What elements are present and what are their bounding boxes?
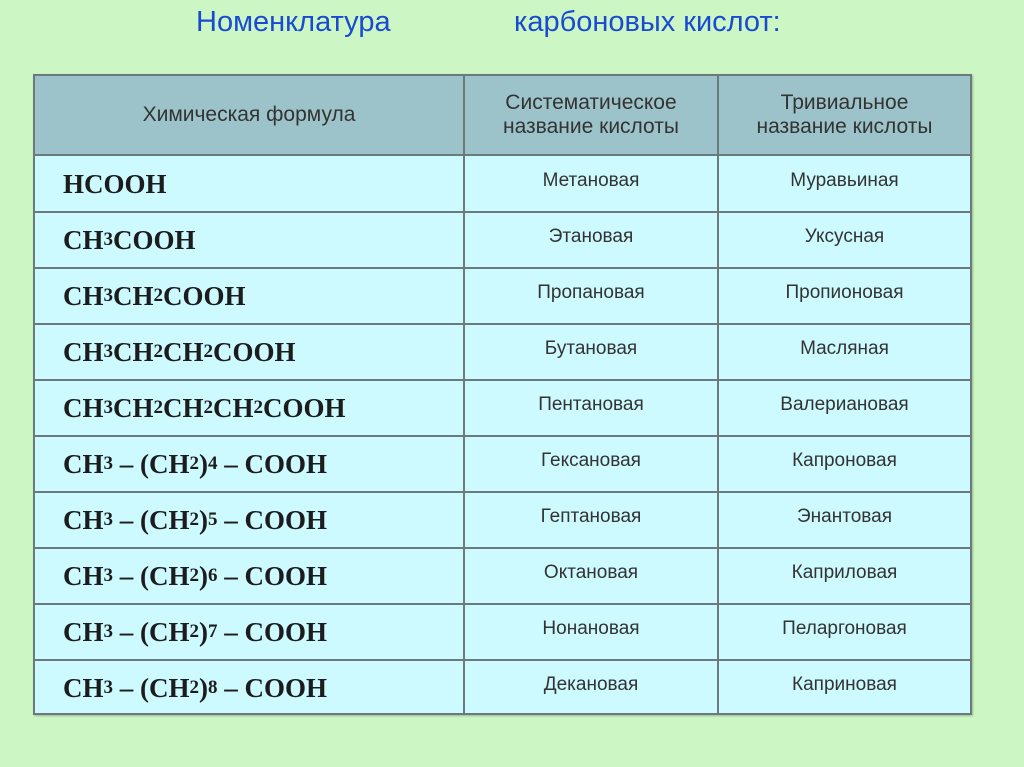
trivial-name-cell: Каприловая: [791, 562, 898, 583]
formula-cell: CH 3 CH 2 CH 2 COOH: [63, 336, 296, 367]
systematic-name-cell: Октановая: [543, 562, 639, 583]
header-formula-label: Химическая формула: [142, 103, 356, 126]
formula-text: CH: [63, 448, 104, 479]
formula-text: ): [199, 560, 208, 591]
systematic-name-cell: Этановая: [548, 226, 634, 247]
title-word-nomenclature: Номенклатура: [196, 6, 391, 38]
header-formula: [35, 76, 463, 154]
table-header: [35, 76, 970, 156]
formula-text: COOH: [163, 280, 246, 311]
formula-cell: CH 3 COOH: [63, 224, 196, 255]
formula-cell: CH 3 CH 2 COOH: [63, 280, 246, 311]
formula-text: – COOH: [217, 616, 328, 647]
trivial-name-cell: Энантовая: [797, 506, 892, 527]
trivial-name-cell: Муравьиная: [790, 170, 899, 191]
table-row: [35, 380, 970, 436]
table-row: [35, 492, 970, 548]
systematic-name-cell: Декановая: [543, 674, 639, 695]
formula-text: CH: [63, 672, 104, 703]
header-systematic-line1: Систематическое: [505, 91, 677, 114]
formula-text: – (CH: [113, 448, 190, 479]
table-row: [35, 548, 970, 604]
table-row: [35, 436, 970, 492]
trivial-name-cell: Капроновая: [792, 450, 897, 471]
formula-text: CH: [113, 336, 154, 367]
formula-text: – COOH: [217, 448, 328, 479]
systematic-name-cell: Бутановая: [544, 338, 638, 359]
systematic-name-cell: Пропановая: [537, 282, 645, 303]
trivial-name-cell: Масляная: [800, 338, 889, 359]
formula-text: COOH: [113, 224, 196, 255]
formula-cell: CH 3 – (CH 2 ) 4 – COOH: [63, 448, 328, 479]
formula-text: CH: [163, 336, 204, 367]
table-row: [35, 660, 970, 716]
formula-text: HCOOH: [63, 168, 167, 199]
formula-text: CH: [63, 336, 104, 367]
systematic-name-cell: Пентановая: [538, 394, 644, 415]
trivial-name-cell: Уксусная: [804, 226, 885, 247]
formula-cell: [63, 156, 167, 212]
formula-text: ): [199, 448, 208, 479]
formula-text: CH: [63, 224, 104, 255]
slide-title: [0, 4, 1024, 44]
table-row: [35, 156, 970, 212]
trivial-name-cell: Пропионовая: [785, 282, 904, 303]
formula-text: COOH: [263, 392, 346, 423]
formula-text: – COOH: [217, 560, 328, 591]
formula-text: ): [199, 616, 208, 647]
formula-text: CH: [63, 392, 104, 423]
formula-text: – (CH: [113, 560, 190, 591]
systematic-name-cell: Метановая: [542, 170, 640, 191]
formula-text: CH: [63, 616, 104, 647]
table-row: [35, 268, 970, 324]
column-divider: [717, 76, 719, 713]
formula-cell: CH 3 – (CH 2 ) 6 – COOH: [63, 560, 328, 591]
formula-cell: CH 3 – (CH 2 ) 5 – COOH: [63, 504, 328, 535]
nomenclature-table: [33, 74, 972, 715]
formula-text: – (CH: [113, 504, 190, 535]
header-systematic-line2: название кислоты: [503, 115, 679, 138]
formula-text: CH: [113, 392, 154, 423]
formula-text: ): [199, 672, 208, 703]
formula-text: CH: [63, 504, 104, 535]
title-word-carboxylic-acids: карбоновых кислот:: [514, 6, 781, 38]
formula-text: ): [199, 504, 208, 535]
formula-text: – (CH: [113, 616, 190, 647]
formula-cell: CH 3 CH 2 CH 2 CH 2 COOH: [63, 392, 346, 423]
systematic-name-cell: Нонановая: [542, 618, 640, 639]
formula-text: CH: [213, 392, 254, 423]
formula-cell: CH 3 – (CH 2 ) 8 – COOH: [63, 672, 328, 703]
header-systematic: [465, 76, 717, 154]
formula-cell: CH 3 – (CH 2 ) 7 – COOH: [63, 616, 328, 647]
table-row: [35, 212, 970, 268]
systematic-name-cell: Гексановая: [541, 450, 641, 471]
header-trivial: [719, 76, 970, 154]
column-divider: [463, 76, 465, 713]
header-trivial-line1: Тривиальное: [780, 91, 909, 114]
formula-text: CH: [163, 392, 204, 423]
table-row: [35, 604, 970, 660]
formula-text: CH: [63, 560, 104, 591]
systematic-name-cell: Гептановая: [540, 506, 642, 527]
table-row: [35, 324, 970, 380]
formula-text: – (CH: [113, 672, 190, 703]
trivial-name-cell: Каприновая: [792, 674, 897, 695]
formula-text: CH: [113, 280, 154, 311]
formula-text: – COOH: [217, 504, 328, 535]
trivial-name-cell: Валериановая: [780, 394, 909, 415]
formula-text: CH: [63, 280, 104, 311]
header-trivial-line2: название кислоты: [756, 115, 933, 138]
formula-text: COOH: [213, 336, 296, 367]
trivial-name-cell: Пеларгоновая: [782, 618, 907, 639]
formula-text: – COOH: [217, 672, 328, 703]
